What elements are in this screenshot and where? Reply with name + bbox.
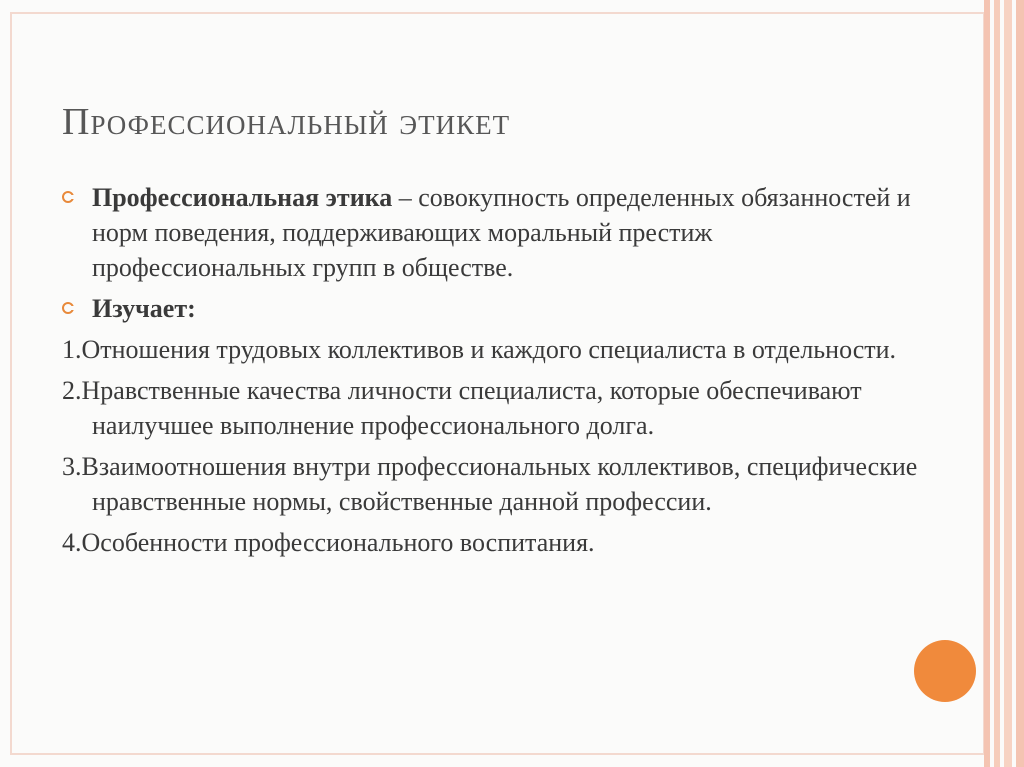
bullet-ring-icon	[62, 191, 74, 203]
decor-orange-circle	[914, 640, 976, 702]
term-label: Профессиональная этика	[92, 183, 393, 212]
bullet-item	[62, 180, 922, 285]
decor-stripe	[984, 0, 990, 767]
term-definition: – совокупность определенных обязанностей и норм поведения, поддерживающих моральный престиж профессиональных групп в обществе.	[92, 183, 911, 282]
bullet-ring-icon	[62, 302, 74, 314]
decor-stripe	[1016, 0, 1024, 767]
numbered-item: 2.Нравственные качества личности специалиста, которые обеспечивают наилучшее выполнение профессионального долга.	[62, 376, 862, 440]
numbered-item: 3.Взаимоотношения внутри профессиональных коллективов, специфические нравственные нормы, свойственные данной профессии.	[62, 452, 918, 516]
studies-label: Изучает:	[92, 294, 196, 323]
slide-content	[62, 180, 922, 566]
decor-stripe	[994, 0, 1000, 767]
slide-title: Профессиональный этикет	[62, 101, 511, 143]
numbered-item: 4.Особенности профессионального воспитания.	[62, 528, 595, 557]
numbered-item: 1.Отношения трудовых коллективов и каждого специалиста в отдельности.	[62, 335, 897, 364]
decor-stripe	[1004, 0, 1012, 767]
bullet-item	[62, 291, 922, 326]
